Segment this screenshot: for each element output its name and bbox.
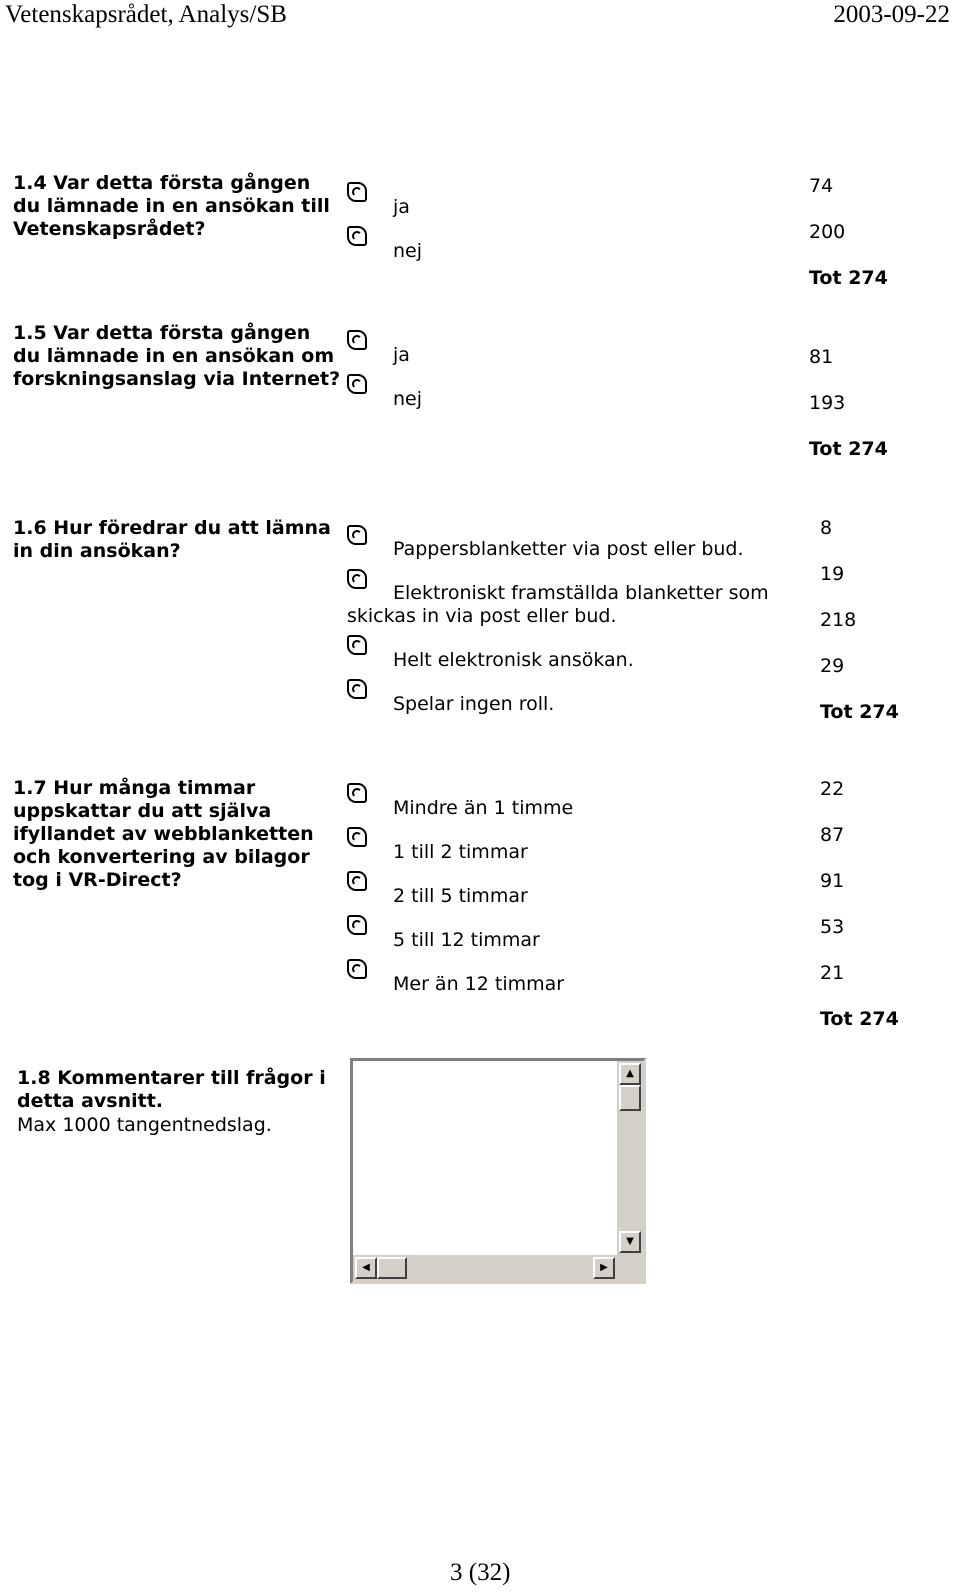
radio-q17-mer-an-12[interactable] — [347, 959, 367, 979]
option-q16-elektroniskt-line2: skickas in via post eller bud. — [347, 605, 617, 627]
count-q17-mer-an-12: 21 — [820, 962, 845, 984]
question-1-4: 1.4 Var detta första gången du lämnade in en ansökan till Vetenskapsrådet? — [13, 172, 330, 240]
question-1-7: 1.7 Hur många timmar uppskattar du att själva ifyllandet av webblanketten och konvertering av bilagor tog i VR-Direct? — [13, 777, 314, 891]
scroll-left-icon[interactable]: ◀ — [355, 1257, 377, 1279]
option-q16-spelar-ingen-roll: Spelar ingen roll. — [393, 693, 555, 715]
radio-q17-1-till-2[interactable] — [347, 827, 367, 847]
radio-q15-ja[interactable] — [347, 330, 367, 350]
scroll-down-icon[interactable]: ▼ — [619, 1231, 641, 1253]
header-left: Vetenskapsrådet, Analys/SB — [5, 1, 287, 28]
total-q14: Tot 274 — [809, 267, 888, 289]
option-q14-ja: ja — [393, 196, 410, 218]
radio-q14-ja[interactable] — [347, 182, 367, 202]
count-q14-nej: 200 — [809, 221, 846, 243]
horizontal-scrollbar[interactable] — [353, 1255, 617, 1281]
count-q16-helt-elektronisk: 218 — [820, 609, 857, 631]
option-q15-nej: nej — [393, 388, 423, 410]
page-number: 3 (32) — [450, 1559, 511, 1586]
option-q16-elektroniskt-line1: Elektroniskt framställda blanketter som — [393, 582, 769, 604]
question-1-8-hint: Max 1000 tangentnedslag. — [17, 1114, 272, 1136]
question-1-8: 1.8 Kommentarer till frågor i detta avsnitt. — [17, 1067, 326, 1112]
radio-q16-elektroniskt-framstallda[interactable] — [347, 569, 367, 589]
count-q17-mindre-an-1: 22 — [820, 778, 845, 800]
radio-q16-pappersblanketter[interactable] — [347, 525, 367, 545]
option-q17-mer-an-12: Mer än 12 timmar — [393, 973, 565, 995]
vertical-scrollbar[interactable] — [617, 1061, 643, 1255]
total-q15: Tot 274 — [809, 438, 888, 460]
scrollbar-corner — [617, 1255, 643, 1281]
scroll-up-icon[interactable]: ▲ — [619, 1063, 641, 1085]
horizontal-scroll-thumb[interactable] — [377, 1257, 407, 1279]
option-q14-nej: nej — [393, 240, 423, 262]
count-q17-5-till-12: 53 — [820, 916, 845, 938]
question-1-5: 1.5 Var detta första gången du lämnade in en ansökan om forskningsanslag via Internet? — [13, 322, 341, 390]
header-date: 2003-09-22 — [833, 1, 950, 28]
radio-q16-helt-elektronisk[interactable] — [347, 635, 367, 655]
scroll-right-icon[interactable]: ▶ — [593, 1257, 615, 1279]
count-q14-ja: 74 — [809, 175, 834, 197]
option-q17-mindre-an-1: Mindre än 1 timme — [393, 797, 574, 819]
count-q16-pappersblanketter: 8 — [820, 517, 833, 539]
total-q17: Tot 274 — [820, 1008, 899, 1030]
count-q16-spelar-ingen-roll: 29 — [820, 655, 845, 677]
radio-q17-mindre-an-1[interactable] — [347, 783, 367, 803]
question-1-6: 1.6 Hur föredrar du att lämna in din ansökan? — [13, 517, 331, 562]
option-q16-pappersblanketter: Pappersblanketter via post eller bud. — [393, 538, 744, 560]
count-q15-ja: 81 — [809, 346, 834, 368]
comments-textarea[interactable] — [350, 1058, 646, 1284]
option-q16-helt-elektronisk: Helt elektronisk ansökan. — [393, 649, 634, 671]
radio-q17-2-till-5[interactable] — [347, 871, 367, 891]
radio-q14-nej[interactable] — [347, 226, 367, 246]
radio-q16-spelar-ingen-roll[interactable] — [347, 679, 367, 699]
total-q16: Tot 274 — [820, 701, 899, 723]
radio-q17-5-till-12[interactable] — [347, 915, 367, 935]
count-q15-nej: 193 — [809, 392, 846, 414]
count-q17-2-till-5: 91 — [820, 870, 845, 892]
option-q17-5-till-12: 5 till 12 timmar — [393, 929, 540, 951]
option-q17-2-till-5: 2 till 5 timmar — [393, 885, 528, 907]
radio-q15-nej[interactable] — [347, 374, 367, 394]
option-q15-ja: ja — [393, 344, 410, 366]
option-q17-1-till-2: 1 till 2 timmar — [393, 841, 528, 863]
count-q17-1-till-2: 87 — [820, 824, 845, 846]
count-q16-elektroniskt: 19 — [820, 563, 845, 585]
vertical-scroll-thumb[interactable] — [619, 1085, 641, 1111]
